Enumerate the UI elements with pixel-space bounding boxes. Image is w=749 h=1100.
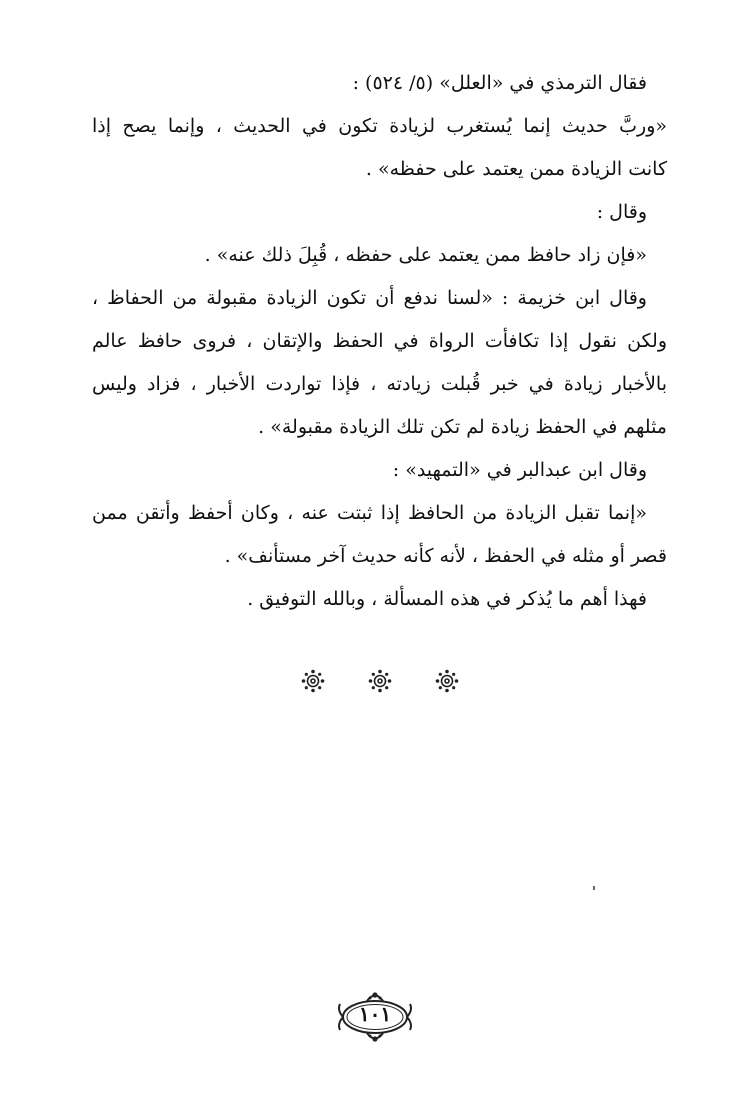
flower-ornament-icon: [434, 668, 460, 694]
flower-ornament-icon: [300, 668, 326, 694]
print-speck: [593, 886, 595, 890]
text-line-7: ولكن نقول إذا تكافأت الرواة في الحفظ والإتقان ، فروى حافظ عالم: [92, 330, 667, 352]
text-line-4: وقال :: [596, 201, 647, 223]
text-line-1: فقال الترمذي في «العلل» (٥/ ٥٢٤) :: [352, 72, 647, 94]
text-line-5: «فإن زاد حافظ ممن يعتمد على حفظه ، قُبِلَ ذلك عنه» .: [204, 244, 647, 266]
main-text: [92, 62, 667, 621]
text-line-3: كانت الزيادة ممن يعتمد على حفظه» .: [365, 158, 667, 180]
flower-ornament-icon: [367, 668, 393, 694]
text-line-8: بالأخبار زيادة في خبر قُبلت زيادته ، فإذا تواردت الأخبار ، فزاد وليس: [92, 373, 667, 395]
text-line-2: «وربَّ حديث إنما يُستغرب لزيادة تكون في الحديث ، وإنما يصح إذا: [92, 115, 667, 137]
text-line-6: وقال ابن خزيمة : «لسنا ندفع أن تكون الزيادة مقبولة من الحفاظ ،: [92, 287, 647, 309]
text-line-13: فهذا أهم ما يُذكر في هذه المسألة ، وبالله التوفيق .: [247, 588, 647, 610]
text-line-9: مثلهم في الحفظ زيادة لم تكن تلك الزيادة مقبولة» .: [258, 416, 667, 438]
section-divider: [300, 668, 460, 694]
page-number: ١٠١: [358, 1002, 392, 1026]
page-number-frame: [336, 988, 414, 1044]
text-line-11: «إنما تقبل الزيادة من الحافظ إذا ثبتت عنه ، وكان أحفظ وأتقن ممن: [92, 502, 647, 524]
text-line-12: قصر أو مثله في الحفظ ، لأنه كأنه حديث آخر مستأنف» .: [224, 545, 667, 567]
text-line-10: وقال ابن عبدالبر في «التمهيد» :: [392, 459, 647, 481]
